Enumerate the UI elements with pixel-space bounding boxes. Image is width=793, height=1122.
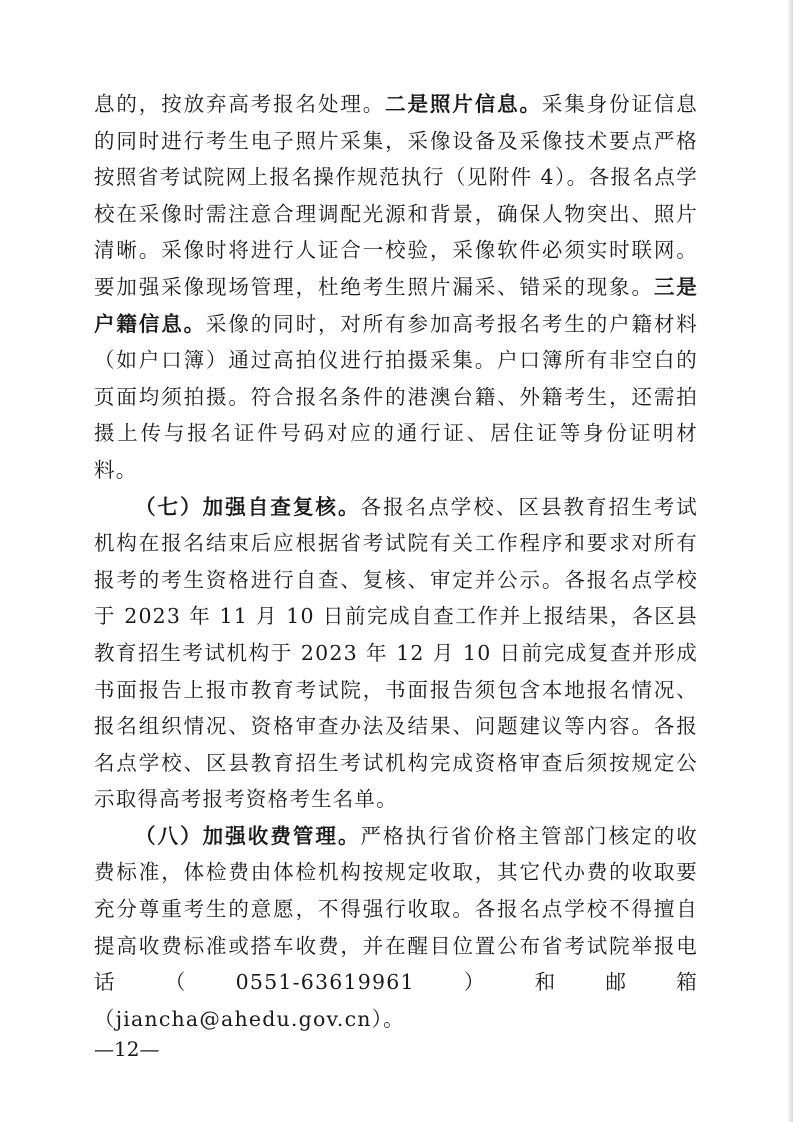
heading-photo-info: 二是照片信息。 [385,92,542,116]
page-number: —12— [94,1037,160,1061]
heading-self-check-review: （七）加强自查复核。 [135,494,361,519]
page-edge-shadow [787,0,793,1122]
text-segment: 严格执行省价格主管部门核定的收费标准，体检费由体检机构按规定收取，其它代办费的收取要充分尊重考生的意愿，不得强行收取。各报名点学校不得擅自提高收费标准或搭车收费，并在醒目位置公布省考试院举报电话（0551-63619961）和邮箱（jiancha@ahedu.gov.cn）。 [94,823,699,1031]
text-segment: 采集身份证信息的同时进行考生电子照片采集，采像设备及采像技术要点严格按照省考试院网上报名操作规范执行（见附件 4）。各报名点学校在采像时需注意合理调配光源和背景，确保人物突出、照片清晰。采像时将进行人证合一校验，采像软件必须实时联网。要加强采像现场管理，杜绝考生照片漏采、错采的现象。 [94,92,698,299]
paragraph-photo-and-household-info [94,86,698,489]
paragraph-self-check-review [94,489,698,818]
text-segment: 采像的同时，对所有参加高考报名考生的户籍材料（如户口簿）通过高拍仪进行拍摄采集。户口簿所有非空白的页面均须拍摄。符合报名条件的港澳台籍、外籍考生，还需拍摄上传与报名证件号码对应的通行证、居住证等身份证明材料。 [94,311,698,482]
text-segment: 息的，按放弃高考报名处理。 [94,92,386,116]
heading-fee-management: （八）加强收费管理。 [135,823,361,848]
body-text [94,86,698,1037]
paragraph-fee-management [94,818,698,1038]
text-segment: 各报名点学校、区县教育招生考试机构在报名结束后应根据省考试院有关工作程序和要求对所有报考的考生资格进行自查、复核、审定并公示。各报名点学校于 2023 年 11 月 10 日前完成自查工作并上报结果，各区县教育招生考试机构于 2023 年 12 月 10 日前完成复查并形成书面报告上报市教育考试院，书面报告须包含本地报名情况、报名组织情况、资格审查办法及结果、问题建议等内容。各报名点学校、区县教育招生考试机构完成资格审查后须按规定公示取得高考报考资格考生名单。 [94,494,699,812]
heading-household-info: 三是户籍信息。 [94,274,699,336]
